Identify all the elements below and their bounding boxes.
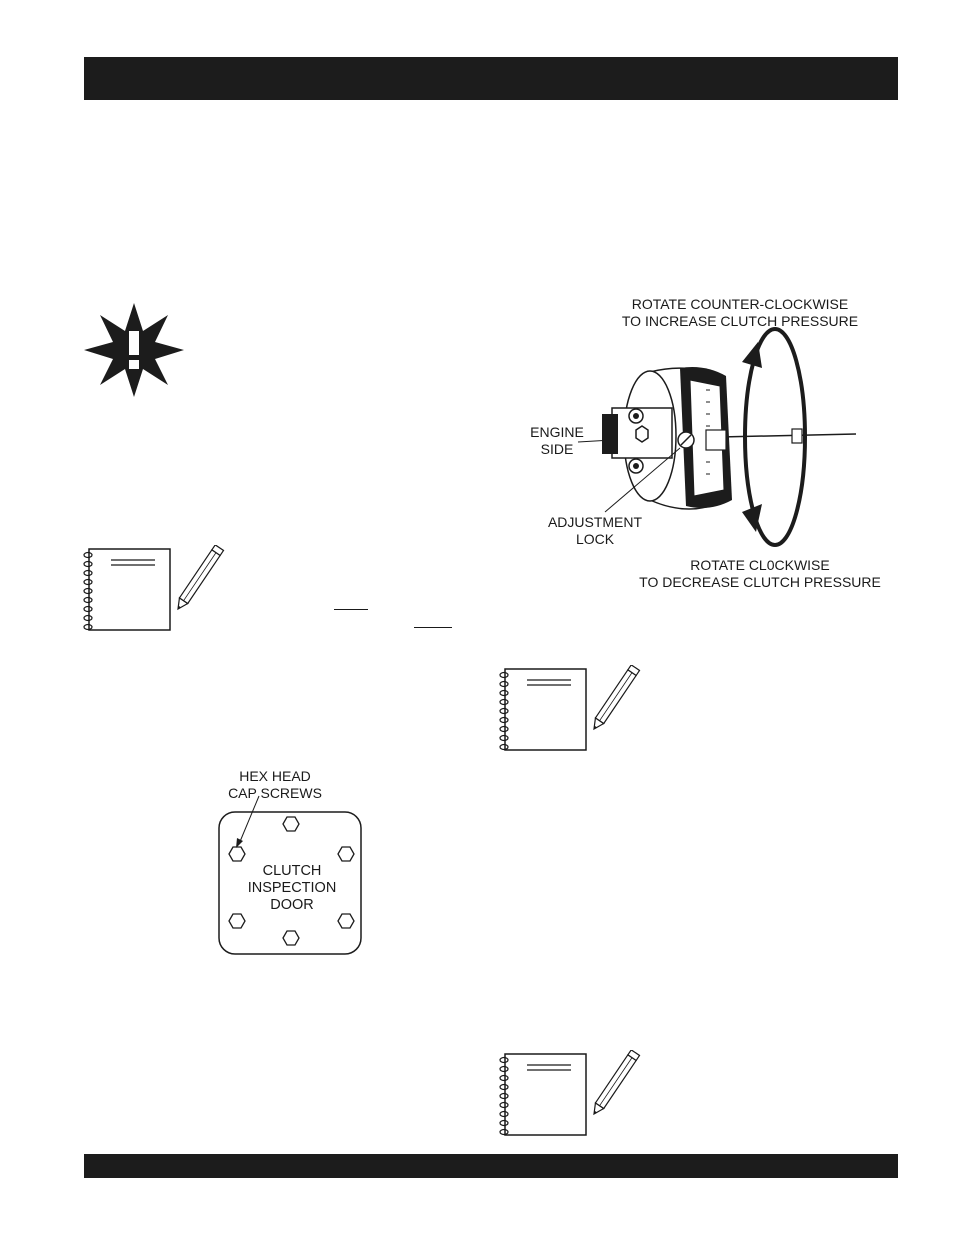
header-bar [84,57,898,100]
label-line: ROTATE COUNTER-CLOCKWISE [631,296,849,312]
cw-rotation-label [620,557,900,591]
label-line: ROTATE CL0CKWISE [690,557,830,573]
note-pad-pencil-icon [83,545,225,633]
inspection-door-diagram [205,766,375,958]
blank-underline [414,627,452,628]
label-line: TO INCREASE CLUTCH PRESSURE [621,313,859,329]
warning-starburst-icon [84,303,184,397]
label-line: ENGINE [530,424,584,440]
clutch-adjustment-diagram [530,290,900,595]
label-line: TO DECREASE CLUTCH PRESSURE [639,574,881,590]
label-line: HEX HEAD [239,768,311,784]
ccw-rotation-label [590,296,890,330]
label-line: DOOR [270,897,314,913]
door-label [239,863,345,914]
label-line: INSPECTION [247,880,337,896]
footer-bar [84,1154,898,1178]
engine-side-label [530,424,584,458]
cap-screws-label [205,768,345,802]
label-line: SIDE [540,441,574,457]
adjustment-lock-label [538,514,652,548]
clutch-drawing [530,290,900,595]
label-line: ADJUSTMENT [547,514,643,530]
label-line: LOCK [575,531,615,547]
label-line: CLUTCH [262,863,322,879]
blank-underline [334,609,368,610]
label-line: CAP SCREWS [228,785,322,801]
note-pad-pencil-icon [499,665,641,753]
note-pad-pencil-icon [499,1050,641,1138]
